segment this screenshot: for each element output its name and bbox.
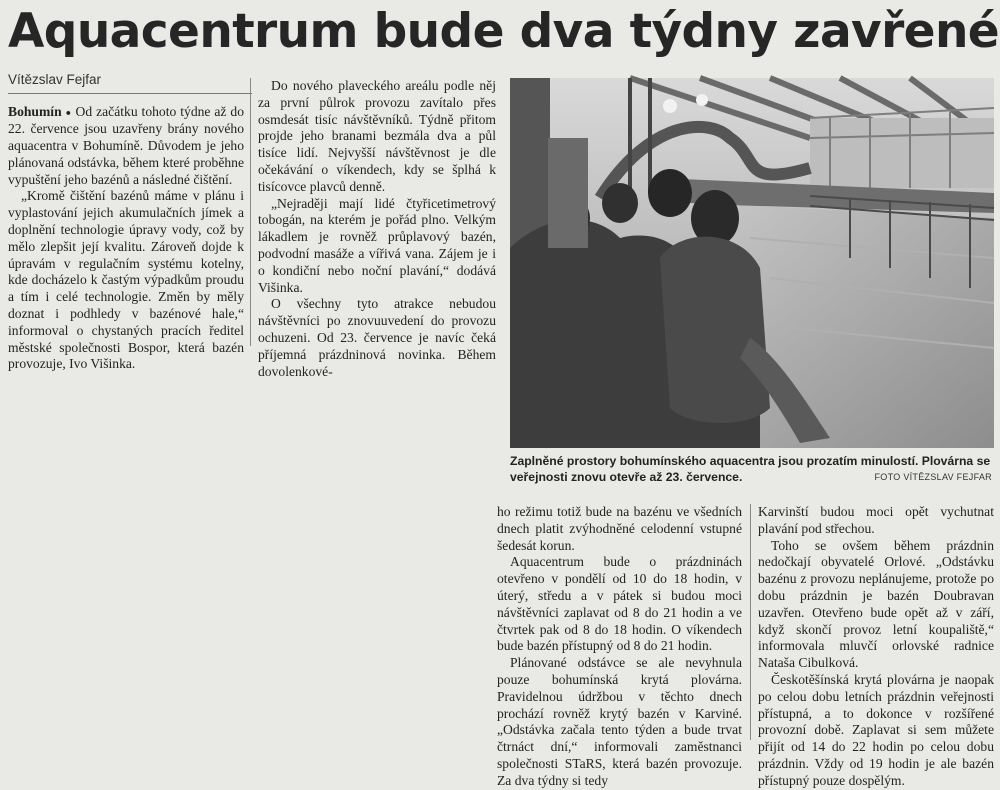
article-paragraph: O všechny tyto atrakce nebudou návštěvníci po znovuuvedení do provozu ochuzeni. Od 23. července je navíc čeká příjemná prázdninová novinka. Během dovolenkové- [258,296,496,379]
dateline: Bohumín [8,104,62,119]
photo-credit: FOTO VÍTĚZSLAV FEJFAR [874,472,992,482]
article-column-3 [497,504,742,788]
aquacentrum-photo [510,78,994,448]
article-paragraph: Plánované odstávce se ale nevyhnula pouze bohumínská krytá plovárna. Pravidelnou údržbou v těchto dnech prochází rovněž krytý bazén v Karviné. „Odstávka začala tento týden a bude trvat čtrnáct dní,“ informovali zaměstnanci společnosti STaRS, která bazén provozuje. Za dva týdny si tedy [497,655,742,788]
photo-illustration [510,78,994,448]
article-column-4 [758,504,994,788]
byline-rule [8,93,252,94]
article-paragraph: Českotěšínská krytá plovárna je naopak po celou dobu letních prázdnin veřejnosti přístupná, a to dokonce v rozšířené provozní době. Zaplavat si sem můžete přijít od 14 do 22 hodin po celou dobu prázdnin. Vždy od 19 hodin je ale bazén přístupný pouze dospělým. [758,671,994,788]
article-paragraph: Do nového plaveckého areálu podle něj za první půlrok provozu zavítalo přes osmdesát tisíc návštěvníků. Týdně přitom projde jeho branami bezmála dva a půl tisíce lidí. Nejvyšší návštěvnost je dle očekávání o víkendech, kdy se šplhá k tisícovce plavců denně. [258,78,496,194]
lead-text: Od začátku tohoto týdne až do 22. července jsou uzavřeny brány nového aquacentra v Bohumíně. Důvodem je jeho plánovaná odstávka, během které proběhne vypuštění jeho bazénů a následné čištění. [8,104,244,187]
article-column-2 [258,78,496,379]
article-paragraph: ho režimu totiž bude na bazénu ve všedních dnech platit zvýhodněné celodenní vstupné šedesát korun. [497,504,742,553]
column-divider [750,504,751,740]
article-paragraph: Aquacentrum bude o prázdninách otevřeno v pondělí od 10 do 18 hodin, v úterý, středu a v pátek si budou moci návštěvníci zaplavat od 8 do 21 hodin a ve čtvrtek pak od 8 do 18 hodin. O víkendech bude bazén přístupný od 8 do 21 hodin. [497,554,742,654]
photo-caption: Zaplněné prostory bohumínského aquacentra jsou prozatím minulostí. Plovárna se veřejnosti znovu otevře až 23. července. [510,454,991,484]
column-divider [250,78,251,346]
article-paragraph: „Kromě čištění bazénů máme v plánu i vyplastování jejich akumulačních jímek a doplnění technologie úpravy vody, což by mělo zlepšit její kvalitu. Zároveň dojde k úpravám v regulačním systému kotelny, kde docházelo k častým výpadkům proudu a tím i celé technologie. Změn by měly doznat i podhledy v bazénové hale,“ informoval o chystaných pracích ředitel městské společnosti Bospor, která bazén provozuje, Ivo Višinka. [8,188,244,372]
article-column-1 [8,104,244,372]
article-paragraph: Karvinští budou moci opět vychutnat plavání pod střechou. [758,504,994,536]
dateline-bullet: ● [65,107,72,118]
article-paragraph: „Nejraději mají lidé čtyřicetimetrový tobogán, na kterém je pořád plno. Velkým lákadlem je rovněž průplavový bazén, podvodní masáže a vířivá vana. Zájem je i o kondiční nebo noční plavání,“ dodává Višinka. [258,195,496,295]
byline: Vítězslav Fejfar [8,72,102,87]
article-paragraph [8,104,244,188]
article-paragraph: Toho se ovšem během prázdnin nedočkají obyvatelé Orlové. „Odstávku bazénu z provozu neplánujeme, protože po dobu prázdnin je bazén Doubravan uzavřen. Otevřeno bude opět až v září, když skončí provoz letní koupaliště,“ informovala mluvčí orlovské radnice Nataša Cibulková. [758,537,994,671]
headline: Aquacentrum bude dva týdny zavřené [8,4,1000,59]
